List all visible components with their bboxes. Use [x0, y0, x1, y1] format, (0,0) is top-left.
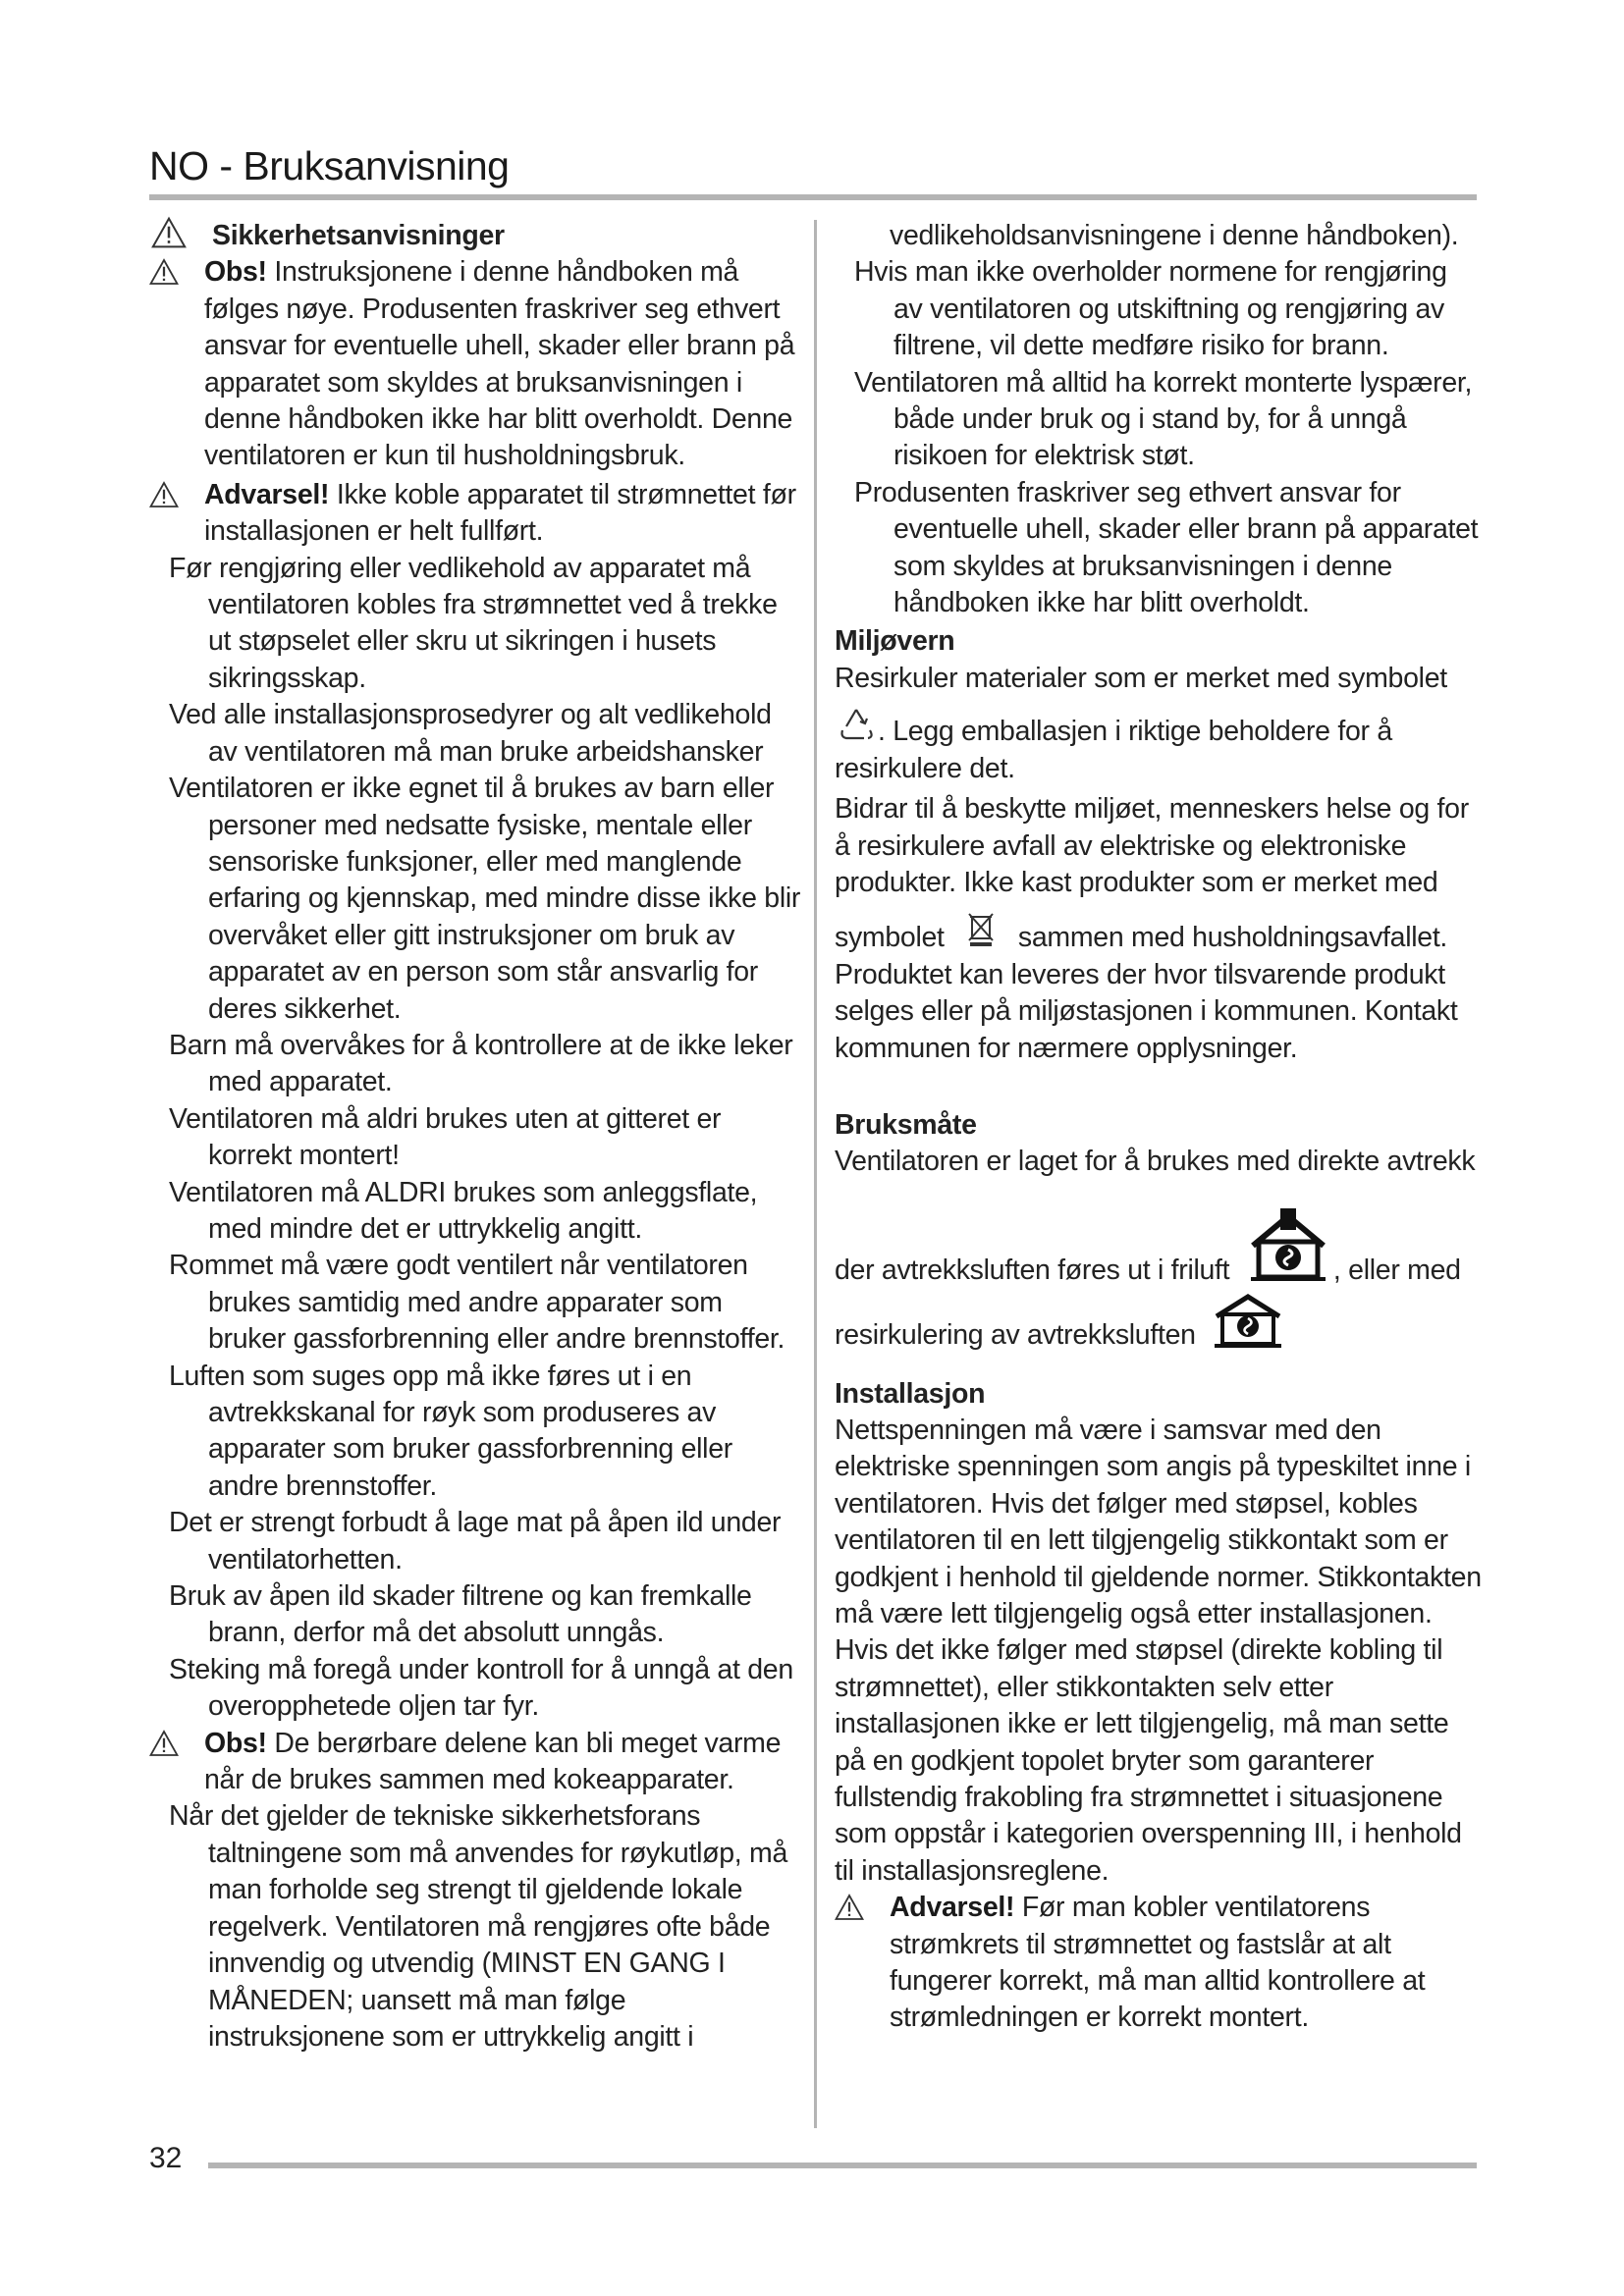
header-divider — [149, 194, 1477, 200]
paragraph: Det er strengt forbudt å lage mat på åpen ild under ventilatorhetten. — [169, 1507, 782, 1575]
warning-note-2 — [835, 1890, 1483, 2037]
paragraph: Ventilatoren må aldri brukes uten at gitteret er korrekt montert! — [169, 1102, 722, 1172]
recirculation-text: resirkulering av avtrekksluften — [835, 1319, 1196, 1352]
weee-text-b: sammen med husholdningsavfallet. — [1017, 922, 1448, 954]
obs-note-1 — [149, 254, 807, 474]
paragraph: Ventilatoren må alltid ha korrekt monterte lyspærer, både under bruk og i stand by, for å unngå risikoen for elektrisk støt. — [854, 366, 1473, 472]
paragraph: Resirkuler materialer som er merket med symbolet — [835, 662, 1447, 694]
usage-heading: Bruksmåte — [835, 1108, 977, 1141]
paragraph: Før rengjøring eller vedlikehold av apparatet må ventilatoren kobles fra strømnettet ved å trekke ut støpselet eller skru ut sikringen i husets sikringsskap. — [169, 552, 778, 694]
recycle-paragraph — [835, 705, 1483, 787]
exhaust-text-end: , eller med — [1332, 1254, 1461, 1286]
recycle-icon — [835, 705, 878, 744]
paragraph: Ventilatoren må ALDRI brukes som anleggsflate, med mindre det er uttrykkelig angitt. — [169, 1176, 758, 1245]
warning-label: Advarsel! — [204, 478, 330, 510]
obs-note-2 — [149, 1726, 807, 1799]
warning-icon — [835, 1894, 864, 1921]
warning-note-1 — [149, 477, 807, 551]
paragraph: Luften som suges opp må ikke føres ut i en avtrekkskanal for røyk som produseres av apparater som bruker gassforbrenning eller andre brennstoffer. — [169, 1360, 732, 1502]
paragraph: Bruk av åpen ild skader filtrene og kan fremkalle brann, derfor må det absolutt unngås. — [169, 1580, 752, 1649]
paragraph: Nettspenningen må være i samsvar med den elektriske spenningen som angis på typeskiltet inne i ventilatoren. Hvis det følger med støpsel, kobles ventilatoren til en lett tilgjengelig stikkontakt som er godkjent i henhold til gjeldende normer. Stikkontakten må være lett tilgjengelig også etter installasjonen. — [835, 1414, 1482, 1629]
paragraph: Ved alle installasjonsprosedyrer og alt vedlikehold av ventilatoren må man bruke arbeidshansker — [169, 699, 772, 768]
paragraph: Bidrar til å beskytte miljøet, menneskers helse og for å resirkulere avfall av elektriske og elektroniske produkter. Ikke kast produkter som er merket med — [835, 793, 1469, 898]
warning-text: Før man kobler ventilatorens strømkrets til strømnettet og fastslår at alt fungerer korrekt, må man alltid kontrollere at strømledningen er korrekt montert. — [890, 1892, 1426, 2034]
page-number: 32 — [149, 2142, 183, 2174]
warning-text: Ikke koble apparatet til strømnettet før installasjonen er helt fullført. — [204, 478, 796, 548]
warning-icon — [149, 481, 179, 508]
safety-heading: Sikkerhetsanvisninger — [212, 220, 505, 251]
obs-label: Obs! — [204, 1727, 267, 1759]
right-column — [835, 218, 1483, 2037]
obs-text: De berørbare delene kan bli meget varme når de brukes sammen med kokeapparater. — [204, 1727, 782, 1796]
environment-heading: Miljøvern — [835, 625, 955, 658]
paragraph: Barn må overvåkes for å kontrollere at de ikke leker med apparatet. — [169, 1029, 793, 1098]
column-divider — [814, 220, 817, 2128]
exhaust-paragraph — [835, 1208, 1483, 1289]
paragraph: Ventilatoren er ikke egnet til å brukes av barn eller personer med nedsatte fysiske, mentale eller sensoriske funksjoner, eller med manglende erfaring og kjennskap, med mindre disse ikke blir overvåket eller gitt instruksjoner om bruk av apparatet av en person som står ansvarlig for deres sikkerhet. — [169, 773, 801, 1025]
paragraph: Hvis det ikke følger med støpsel (direkte kobling til strømnettet), eller stikkontakten selv etter installasjonen ikke er lett tilgjengelig, må man sette på en godkjent topolet bryter som garanterer fullstendig frakobling fra strømnettet i situasjonene som oppstår i kategorien overspenning III, i henhold til installasjonsreglene. — [835, 1634, 1462, 1887]
obs-label: Obs! — [204, 256, 267, 289]
recycle-text: . Legg emballasjen i riktige beholdere for å resirkulere det. — [835, 716, 1392, 784]
paragraph: Hvis man ikke overholder normene for rengjøring av ventilatoren og utskiftning og rengjøring av filtrene, vil dette medføre risiko for brann. — [854, 256, 1447, 362]
crossed-bin-icon — [961, 911, 1001, 948]
warning-icon — [149, 1730, 179, 1757]
paragraph: Steking må foregå under kontroll for å unngå at den overopphetede oljen tar fyr. — [169, 1653, 793, 1723]
page-title: NO - Bruksanvisning — [149, 143, 510, 188]
safety-heading-block — [149, 218, 807, 254]
paragraph: Ventilatoren er laget for å brukes med direkte avtrekk — [835, 1146, 1476, 1178]
paragraph: Produktet kan leveres der hvor tilsvarende produkt selges eller på miljøstasjonen i kommunen. Kontakt kommunen for nærmere opplysninger. — [835, 958, 1458, 1064]
recirculation-paragraph — [835, 1293, 1483, 1354]
left-column — [149, 218, 807, 2056]
weee-text-a: symbolet — [835, 922, 945, 954]
recirculation-icon — [1209, 1293, 1287, 1350]
warning-icon — [151, 216, 187, 249]
ducted-extraction-icon — [1243, 1208, 1333, 1287]
weee-paragraph — [835, 911, 1483, 956]
warning-icon — [149, 258, 179, 286]
paragraph: Når det gjelder de tekniske sikkerhetsforans taltningene som må anvendes for røykutløp, må man forholde seg strengt til gjeldende lokale regelverk. Ventilatoren må rengjøres ofte både innvendig og utvendig (MINST EN GANG I MÅNEDEN; uansett må man følge instruksjonene som er uttrykkelig angitt i — [169, 1800, 788, 2053]
paragraph: Rommet må være godt ventilert når ventilatoren brukes samtidig med andre apparater som bruker gassforbrenning eller andre brennstoffer. — [169, 1250, 785, 1356]
installation-heading: Installasjon — [835, 1377, 986, 1410]
paragraph-continued: vedlikeholdsanvisningene i denne håndboken). — [890, 220, 1459, 251]
paragraph: Produsenten fraskriver seg ethvert ansvar for eventuelle uhell, skader eller brann på apparatet som skyldes at bruksanvisningen i denne håndboken ikke har blitt overholdt. — [854, 476, 1479, 619]
footer-divider — [208, 2163, 1477, 2168]
exhaust-text: der avtrekksluften føres ut i friluft — [835, 1254, 1230, 1286]
obs-text: Instruksjonene i denne håndboken må følges nøye. Produsenten fraskriver seg ethvert ansvar for eventuelle uhell, skader eller brann på apparatet som skyldes at bruksanvisningen i denne håndboken ikke har blitt overholdt. Denne ventilatoren er kun til husholdningsbruk. — [204, 256, 795, 472]
warning-label: Advarsel! — [890, 1892, 1015, 1924]
